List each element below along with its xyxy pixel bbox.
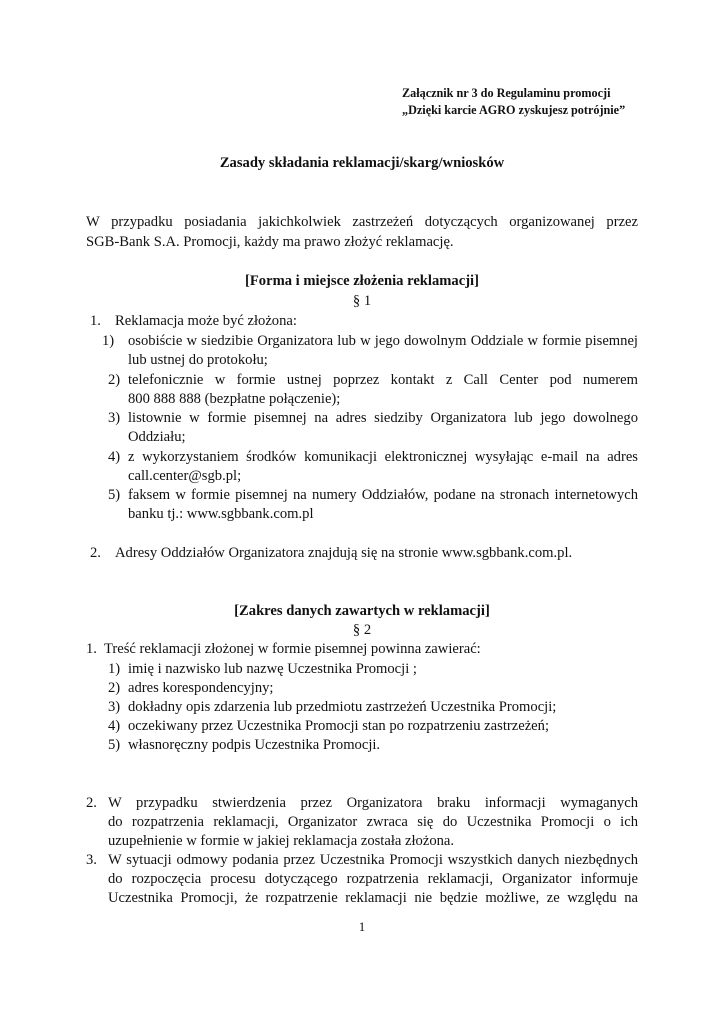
s2-item3-line1: W sytuacji odmowy podania przez Uczestnika Promocji wszystkich danych niezbędnych bbox=[108, 852, 638, 868]
s1-sub3-line1: listownie w formie pisemnej na adres siedziby Organizatora lub jego dowolnego bbox=[128, 410, 638, 426]
s2-item3-number: 3. bbox=[86, 852, 97, 868]
page-number: 1 bbox=[358, 919, 366, 934]
s1-item2-text: Adresy Oddziałów Organizatora znajdują się na stronie www.sgbbank.com.pl. bbox=[115, 545, 573, 561]
s2-sub3-number: 3) bbox=[108, 699, 121, 715]
section2-paragraph-mark: § 2 bbox=[352, 622, 372, 638]
s1-sub2-line1: telefonicznie w formie ustnej poprzez kontakt z Call Center pod numerem bbox=[128, 372, 638, 388]
intro-line-2: SGB-Bank S.A. Promocji, każdy ma prawo złożyć reklamację. bbox=[86, 234, 454, 250]
s1-sub2-line2: 800 888 888 (bezpłatne połączenie); bbox=[128, 391, 341, 407]
s2-sub1-number: 1) bbox=[108, 661, 121, 677]
s2-item3-line2: do rozpoczęcia procesu dotyczącego rozpatrzenia reklamacji, Organizator informuje bbox=[108, 871, 638, 887]
section2-heading: [Zakres danych zawartych w reklamacji] bbox=[234, 603, 490, 619]
s1-sub5-line2: banku tj.: www.sgbbank.com.pl bbox=[128, 506, 314, 522]
s2-item3-line3: Uczestnika Promocji, że rozpatrzenie reklamacji nie będzie możliwe, ze względu na bbox=[108, 890, 638, 906]
s2-sub4-number: 4) bbox=[108, 718, 121, 734]
s1-sub1-number: 1) bbox=[102, 333, 115, 349]
s1-item2-number: 2. bbox=[90, 545, 101, 561]
section1-heading: [Forma i miejsce złożenia reklamacji] bbox=[245, 273, 479, 289]
s1-sub1-line2: lub ustnej do protokołu; bbox=[128, 352, 268, 368]
s2-sub2-text: adres korespondencyjny; bbox=[128, 680, 274, 696]
s1-sub1-line1: osobiście w siedzibie Organizatora lub w jego dowolnym Oddziale w formie pisemnej bbox=[128, 333, 638, 349]
s2-item2-number: 2. bbox=[86, 795, 97, 811]
s1-sub3-number: 3) bbox=[108, 410, 121, 426]
s1-sub2-number: 2) bbox=[108, 372, 121, 388]
s2-item1-text: Treść reklamacji złożonej w formie pisemnej powinna zawierać: bbox=[104, 641, 481, 657]
s2-sub1-text: imię i nazwisko lub nazwę Uczestnika Promocji ; bbox=[128, 661, 417, 677]
intro-line-1: W przypadku posiadania jakichkolwiek zastrzeżeń dotyczących organizowanej przez bbox=[86, 214, 638, 230]
s2-sub2-number: 2) bbox=[108, 680, 121, 696]
s1-item1-number: 1. bbox=[90, 313, 101, 329]
s1-sub4-number: 4) bbox=[108, 449, 121, 465]
s2-item2-line2: do rozpatrzenia reklamacji, Organizator zwraca się do Uczestnika Promocji o ich bbox=[108, 814, 638, 830]
s1-sub3-line2: Oddziału; bbox=[128, 429, 186, 445]
s2-item2-line1: W przypadku stwierdzenia przez Organizatora braku informacji wymaganych bbox=[108, 795, 638, 811]
annex-line-1: Załącznik nr 3 do Regulaminu promocji bbox=[402, 86, 611, 100]
s2-item2-line3: uzupełnienie w formie w jakiej reklamacja została złożona. bbox=[108, 833, 455, 849]
s2-item1-number: 1. bbox=[86, 641, 97, 657]
s1-sub5-number: 5) bbox=[108, 487, 121, 503]
s2-sub3-text: dokładny opis zdarzenia lub przedmiotu zastrzeżeń Uczestnika Promocji; bbox=[128, 699, 557, 715]
document-title: Zasady składania reklamacji/skarg/wniosków bbox=[219, 155, 505, 171]
s1-sub5-line1: faksem w formie pisemnej na numery Oddziałów, podane na stronach internetowych bbox=[128, 487, 638, 503]
s2-sub5-number: 5) bbox=[108, 737, 121, 753]
s1-sub4-line2: call.center@sgb.pl; bbox=[128, 468, 242, 484]
s2-sub5-text: własnoręczny podpis Uczestnika Promocji. bbox=[128, 737, 381, 753]
annex-header bbox=[402, 85, 625, 119]
s1-item1-text: Reklamacja może być złożona: bbox=[115, 313, 297, 329]
annex-line-2: „Dzięki karcie AGRO zyskujesz potrójnie” bbox=[402, 103, 626, 117]
s2-sub4-text: oczekiwany przez Uczestnika Promocji stan po rozpatrzeniu zastrzeżeń; bbox=[128, 718, 549, 734]
section1-paragraph-mark: § 1 bbox=[352, 293, 372, 309]
s1-sub4-line1: z wykorzystaniem środków komunikacji elektronicznej wysyłając e-mail na adres bbox=[128, 449, 638, 465]
